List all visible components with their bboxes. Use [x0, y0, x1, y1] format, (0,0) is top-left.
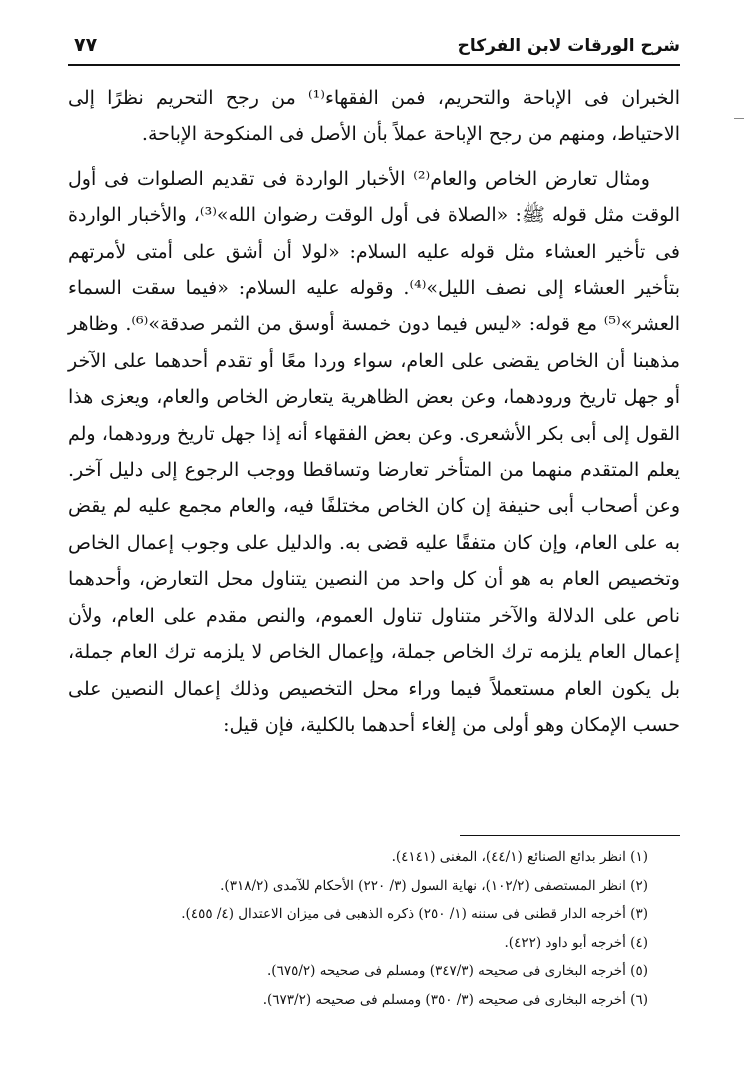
footnote-6: (٦) أخرجه البخارى فى صحيحه (٣/ ٣٥٠) ومسلم فى صحيحه (٦٧٣/٢). — [262, 991, 648, 1008]
paragraph-1: الخبران فى الإباحة والتحريم، فمن الفقهاء⁽¹⁾ من رجح التحريم نظرًا إلى الاحتياط، ومنهم من رجح الإباحة عملاً بأن الأصل فى المنكوحة الإباحة. — [68, 87, 680, 146]
footnote-5: (٥) أخرجه البخارى فى صحيحه (٣٤٧/٣) ومسلم فى صحيحه (٦٧٥/٢). — [267, 963, 648, 980]
margin-mark — [734, 118, 744, 119]
footnotes — [68, 843, 648, 1015]
page-header — [68, 30, 680, 66]
footnote-1: (١) انظر بدائع الصنائع (٤٤/١)، المغنى (٤١٤١). — [391, 849, 648, 865]
footnote-rule — [460, 835, 680, 836]
footnote-2: (٢) انظر المستصفى (١٠٢/٢)، نهاية السول (٣/ ٢٢٠) الأحكام للآمدى (٣١٨/٢). — [220, 877, 648, 894]
page-number: ٧٧ — [74, 34, 98, 56]
footnote-3: (٣) أخرجه الدار قطنى فى سننه (١/ ٢٥٠) ذكره الذهبى فى ميزان الاعتدال (٤/ ٤٥٥). — [181, 906, 648, 923]
paragraph-2: ومثال تعارض الخاص والعام⁽²⁾ الأخبار الواردة فى تقديم الصلوات فى أول الوقت مثل قوله ﷺ: «الصلاة فى أول الوقت رضوان الله»⁽³⁾، والأخبار الواردة فى تأخير العشاء مثل قوله عليه السلام: «لولا أن أشق على أمتى لأمرتهم بتأخير العشاء إلى نصف الليل»⁽⁴⁾. وقوله عليه السلام: «فيما سقت السماء العشر»⁽⁵⁾ مع قوله: «ليس فيما دون خمسة أوسق من الثمر صدقة»⁽⁶⁾. وظاهر مذهبنا أن الخاص يقضى على العام، سواء وردا معًا أو تقدم أحدهما على الآخر أو جهل تاريخ ورودهما، وعن بعض الظاهرية يتعارض الخاص والعام، ويعزى هذا القول إلى أبى بكر الأشعرى. وعن بعض الفقهاء أنه إذا جهل تاريخ ورودهما، ولم يعلم المتقدم منهما من المتأخر تعارضا وتساقطا ووجب الرجوع إلى دليل آخر. وعن أصحاب أبى حنيفة إن كان الخاص مختلفًا فيه، والعام مجمع عليه لم يقض به على العام، وإن كان متفقًا عليه قضى به. والدليل على وجوب إعمال الخاص وتخصيص العام به هو أن كل واحد من النصين يتناول محل التعارض، وأحدهما ناص على الدلالة والآخر متناول تناول العموم، والنص مقدم على العام، ولأن إعمال العام يلزمه ترك الخاص جملة، وإعمال الخاص لا يلزمه ترك العام جملة، بل يكون العام مستعملاً فيما وراء محل التخصيص وذلك إعمال النصين على حسب الإمكان وهو أولى من إلغاء أحدهما بالكلية، فإن قيل: — [68, 167, 681, 736]
body-text — [68, 80, 680, 743]
header-rule — [68, 64, 680, 66]
running-title: شرح الورقات لابن الفركاح — [457, 36, 680, 56]
footnote-4: (٤) أخرجه أبو داود (٤٢٢). — [504, 934, 648, 951]
